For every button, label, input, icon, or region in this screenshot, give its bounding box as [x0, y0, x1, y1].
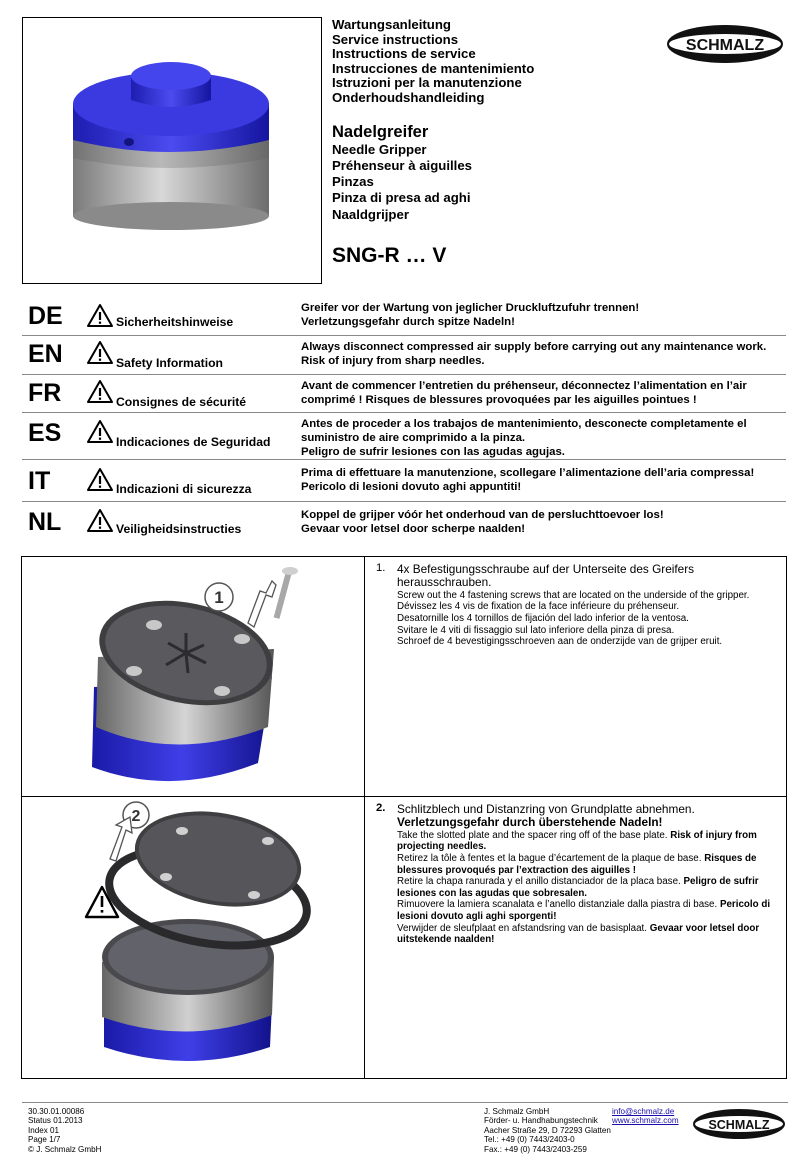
language-code: DE: [28, 302, 63, 330]
safety-line: Always disconnect compressed air supply before carrying out any maintenance work.: [301, 341, 767, 353]
step-line: [376, 830, 782, 853]
email-link[interactable]: info@schmalz.de: [612, 1107, 675, 1116]
step-line-text: Rimuovere la lamiera scanalata e l’anello distanziale dalla piastra di base.: [397, 899, 718, 911]
step-lead-text: Schlitzblech und Distanzring von Grundplatte abnehmen.: [397, 802, 695, 816]
safety-line: Greifer vor der Wartung von jeglicher Druckluftzufuhr trennen!: [301, 302, 640, 314]
step-line-warning: Risk of injury from projecting needles.: [397, 829, 757, 853]
copyright: © J. Schmalz GmbH: [28, 1144, 102, 1154]
product-image: [23, 18, 321, 283]
brand-logo: [666, 24, 784, 64]
doc-status: Status 01.2013: [28, 1116, 83, 1126]
step-line: Svitare le 4 viti di fissaggio sul lato inferiore della pinza di presa.: [397, 624, 675, 636]
company-fax: Fax.: +49 (0) 7443/2403-259: [484, 1144, 587, 1154]
step-line: [376, 899, 782, 922]
safety-line: Koppel de grijper vóór het onderhoud van de persluchttoevoer los!: [301, 509, 664, 521]
doc-number: 30.30.01.00086: [28, 1107, 85, 1116]
warning-icon: [86, 467, 114, 492]
safety-title: Sicherheitshinweise: [116, 315, 234, 329]
safety-row: [22, 460, 786, 502]
step-line: Dévissez les 4 vis de fixation de la face inférieure du préhenseur.: [397, 601, 680, 613]
step-row: [22, 797, 786, 1078]
safety-line: Peligro de sufrir lesiones con las agudas agujas.: [301, 446, 565, 458]
step-row: [22, 557, 786, 797]
steps-table: [21, 556, 787, 1079]
step-line-warning: Peligro de sufrir lesiones con las agudas que sobresalen.: [397, 876, 759, 899]
warning-icon: [86, 340, 114, 365]
step-line: Desatornille los 4 tornillos de fijación del lado inferior de la ventosa.: [397, 613, 689, 624]
safety-row: [22, 297, 786, 336]
step-image-cell: [22, 557, 365, 796]
document-info: [28, 1107, 101, 1154]
step-line: Schroef de 4 bevestigingsschroeven aan de onderzijde van de grijper eruit.: [397, 636, 723, 648]
safety-row: [22, 413, 786, 460]
warning-icon: [86, 303, 114, 328]
safety-title: Safety Information: [116, 356, 223, 370]
safety-title: Consignes de sécurité: [116, 395, 247, 409]
step-line: [376, 876, 782, 899]
safety-line: Prima di effettuare la manutenzione, scollegare l’alimentazione dell’aria compressa!: [301, 467, 755, 479]
warning-icon: [86, 379, 114, 404]
safety-text: [301, 379, 781, 407]
company-phone: Tel.: +49 (0) 7443/2403-0: [484, 1135, 575, 1145]
contact-links: [612, 1107, 679, 1126]
company-address: [484, 1107, 611, 1154]
title-block: [332, 18, 662, 269]
product-name: Naaldgrijper: [332, 206, 409, 222]
safety-title: Indicazioni di sicurezza: [116, 482, 252, 496]
language-code: ES: [28, 419, 62, 447]
model-number: SNG-R … V: [332, 244, 447, 268]
safety-table: [22, 297, 786, 542]
step-lead-warning: Verletzungsgefahr durch überstehende Nadeln!: [397, 815, 663, 830]
company-division: Förder- u. Handhabungstechnik: [484, 1116, 598, 1126]
page-number: Page 1/7: [28, 1135, 61, 1145]
manual-title: Service instructions: [332, 31, 459, 47]
step-line: Screw out the 4 fastening screws that are located on the underside of the gripper.: [397, 589, 750, 601]
step-lead: [376, 803, 782, 830]
step-text: [376, 563, 782, 648]
product-name: Pinza di presa ad aghi: [332, 190, 471, 206]
footer-brand-logo: [692, 1108, 786, 1140]
safety-row: [22, 375, 786, 413]
step-image: [22, 557, 364, 796]
language-code: EN: [28, 340, 63, 368]
safety-line: Pericolo di lesioni dovuto aghi appuntiti!: [301, 481, 522, 493]
manual-title: Instrucciones de mantenimiento: [332, 60, 535, 76]
safety-line: Risk of injury from sharp needles.: [301, 355, 485, 367]
safety-line: suministro de aire comprimido a la pinza.: [301, 432, 526, 444]
company-street: Aacher Straße 29, D 72293 Glatten: [484, 1125, 611, 1135]
manual-title: Wartungsanleitung: [332, 17, 451, 32]
safety-title: Indicaciones de Seguridad: [116, 435, 271, 449]
safety-line: Antes de proceder a los trabajos de mantenimiento, desconecte completamente el: [301, 418, 747, 430]
step-badge: 2: [131, 808, 141, 825]
safety-text: [301, 466, 781, 494]
language-code: FR: [28, 379, 62, 407]
manual-title: Onderhoudshandleiding: [332, 89, 485, 105]
product-name: Needle Gripper: [332, 141, 427, 157]
doc-index: Index 01: [28, 1125, 60, 1135]
safety-line: Gevaar voor letsel door scherpe naalden!: [301, 523, 526, 535]
step-line-warning: Risques de blessures provoqués par l’extraction des aiguilles !: [397, 853, 757, 876]
step-line-text: Retire la chapa ranurada y el anillo distanciador de la placa base.: [397, 876, 681, 888]
step-line-text: Retirez la tôle à fentes et la bague d’écartement de la plaque de base.: [397, 853, 702, 864]
safety-text: [301, 417, 781, 459]
safety-text: [301, 301, 781, 329]
step-badge: 1: [214, 588, 224, 607]
step-number: 1.: [376, 562, 386, 574]
manual-title: Instructions de service: [332, 46, 476, 62]
language-code: IT: [28, 467, 51, 495]
product-image-frame: [22, 17, 322, 284]
step-line: [376, 923, 782, 946]
manual-title: Istruzioni per la manutenzione: [332, 75, 522, 91]
safety-row: [22, 502, 786, 542]
step-image: [22, 797, 364, 1077]
step-image-cell: [22, 797, 365, 1078]
safety-line: Verletzungsgefahr durch spitze Nadeln!: [301, 316, 515, 328]
step-number: 2.: [376, 802, 386, 814]
footer-divider: [22, 1102, 788, 1103]
step-line-warning: Gevaar voor letsel door uitstekende naalden!: [397, 922, 760, 946]
step-lead: 4x Befestigungsschraube auf der Unterseite des Greifers herausschrauben.: [397, 562, 695, 590]
warning-icon: [86, 508, 114, 533]
safety-text: [301, 340, 781, 368]
step-line-text: Verwijder de sleufplaat en afstandsring van de basisplaat.: [397, 922, 647, 934]
product-name: Nadelgreifer: [332, 122, 429, 141]
brand-logo-text: SCHMALZ: [685, 37, 765, 54]
safety-title: Veiligheidsinstructies: [116, 522, 242, 536]
language-code: NL: [28, 508, 62, 536]
company-name: J. Schmalz GmbH: [484, 1107, 550, 1116]
safety-text: [301, 508, 781, 536]
safety-line: comprimé ! Risques de blessures provoquées par les aiguilles pointues !: [301, 394, 697, 406]
footer-brand-logo-text: SCHMALZ: [708, 1118, 770, 1132]
safety-row: [22, 336, 786, 375]
step-text: [376, 803, 782, 946]
step-line-text: Take the slotted plate and the spacer ring off of the base plate.: [397, 829, 668, 841]
step-line-warning: Pericolo di lesioni dovuto agli aghi sporgenti!: [397, 899, 771, 922]
product-name: Préhenseur à aiguilles: [332, 157, 472, 173]
safety-line: Avant de commencer l’entretien du préhenseur, déconnectez l’alimentation en l’air: [301, 380, 747, 392]
website-link[interactable]: www.schmalz.com: [612, 1116, 679, 1126]
step-line: [376, 853, 782, 876]
warning-icon: [86, 419, 114, 444]
product-name: Pinzas: [332, 174, 374, 190]
